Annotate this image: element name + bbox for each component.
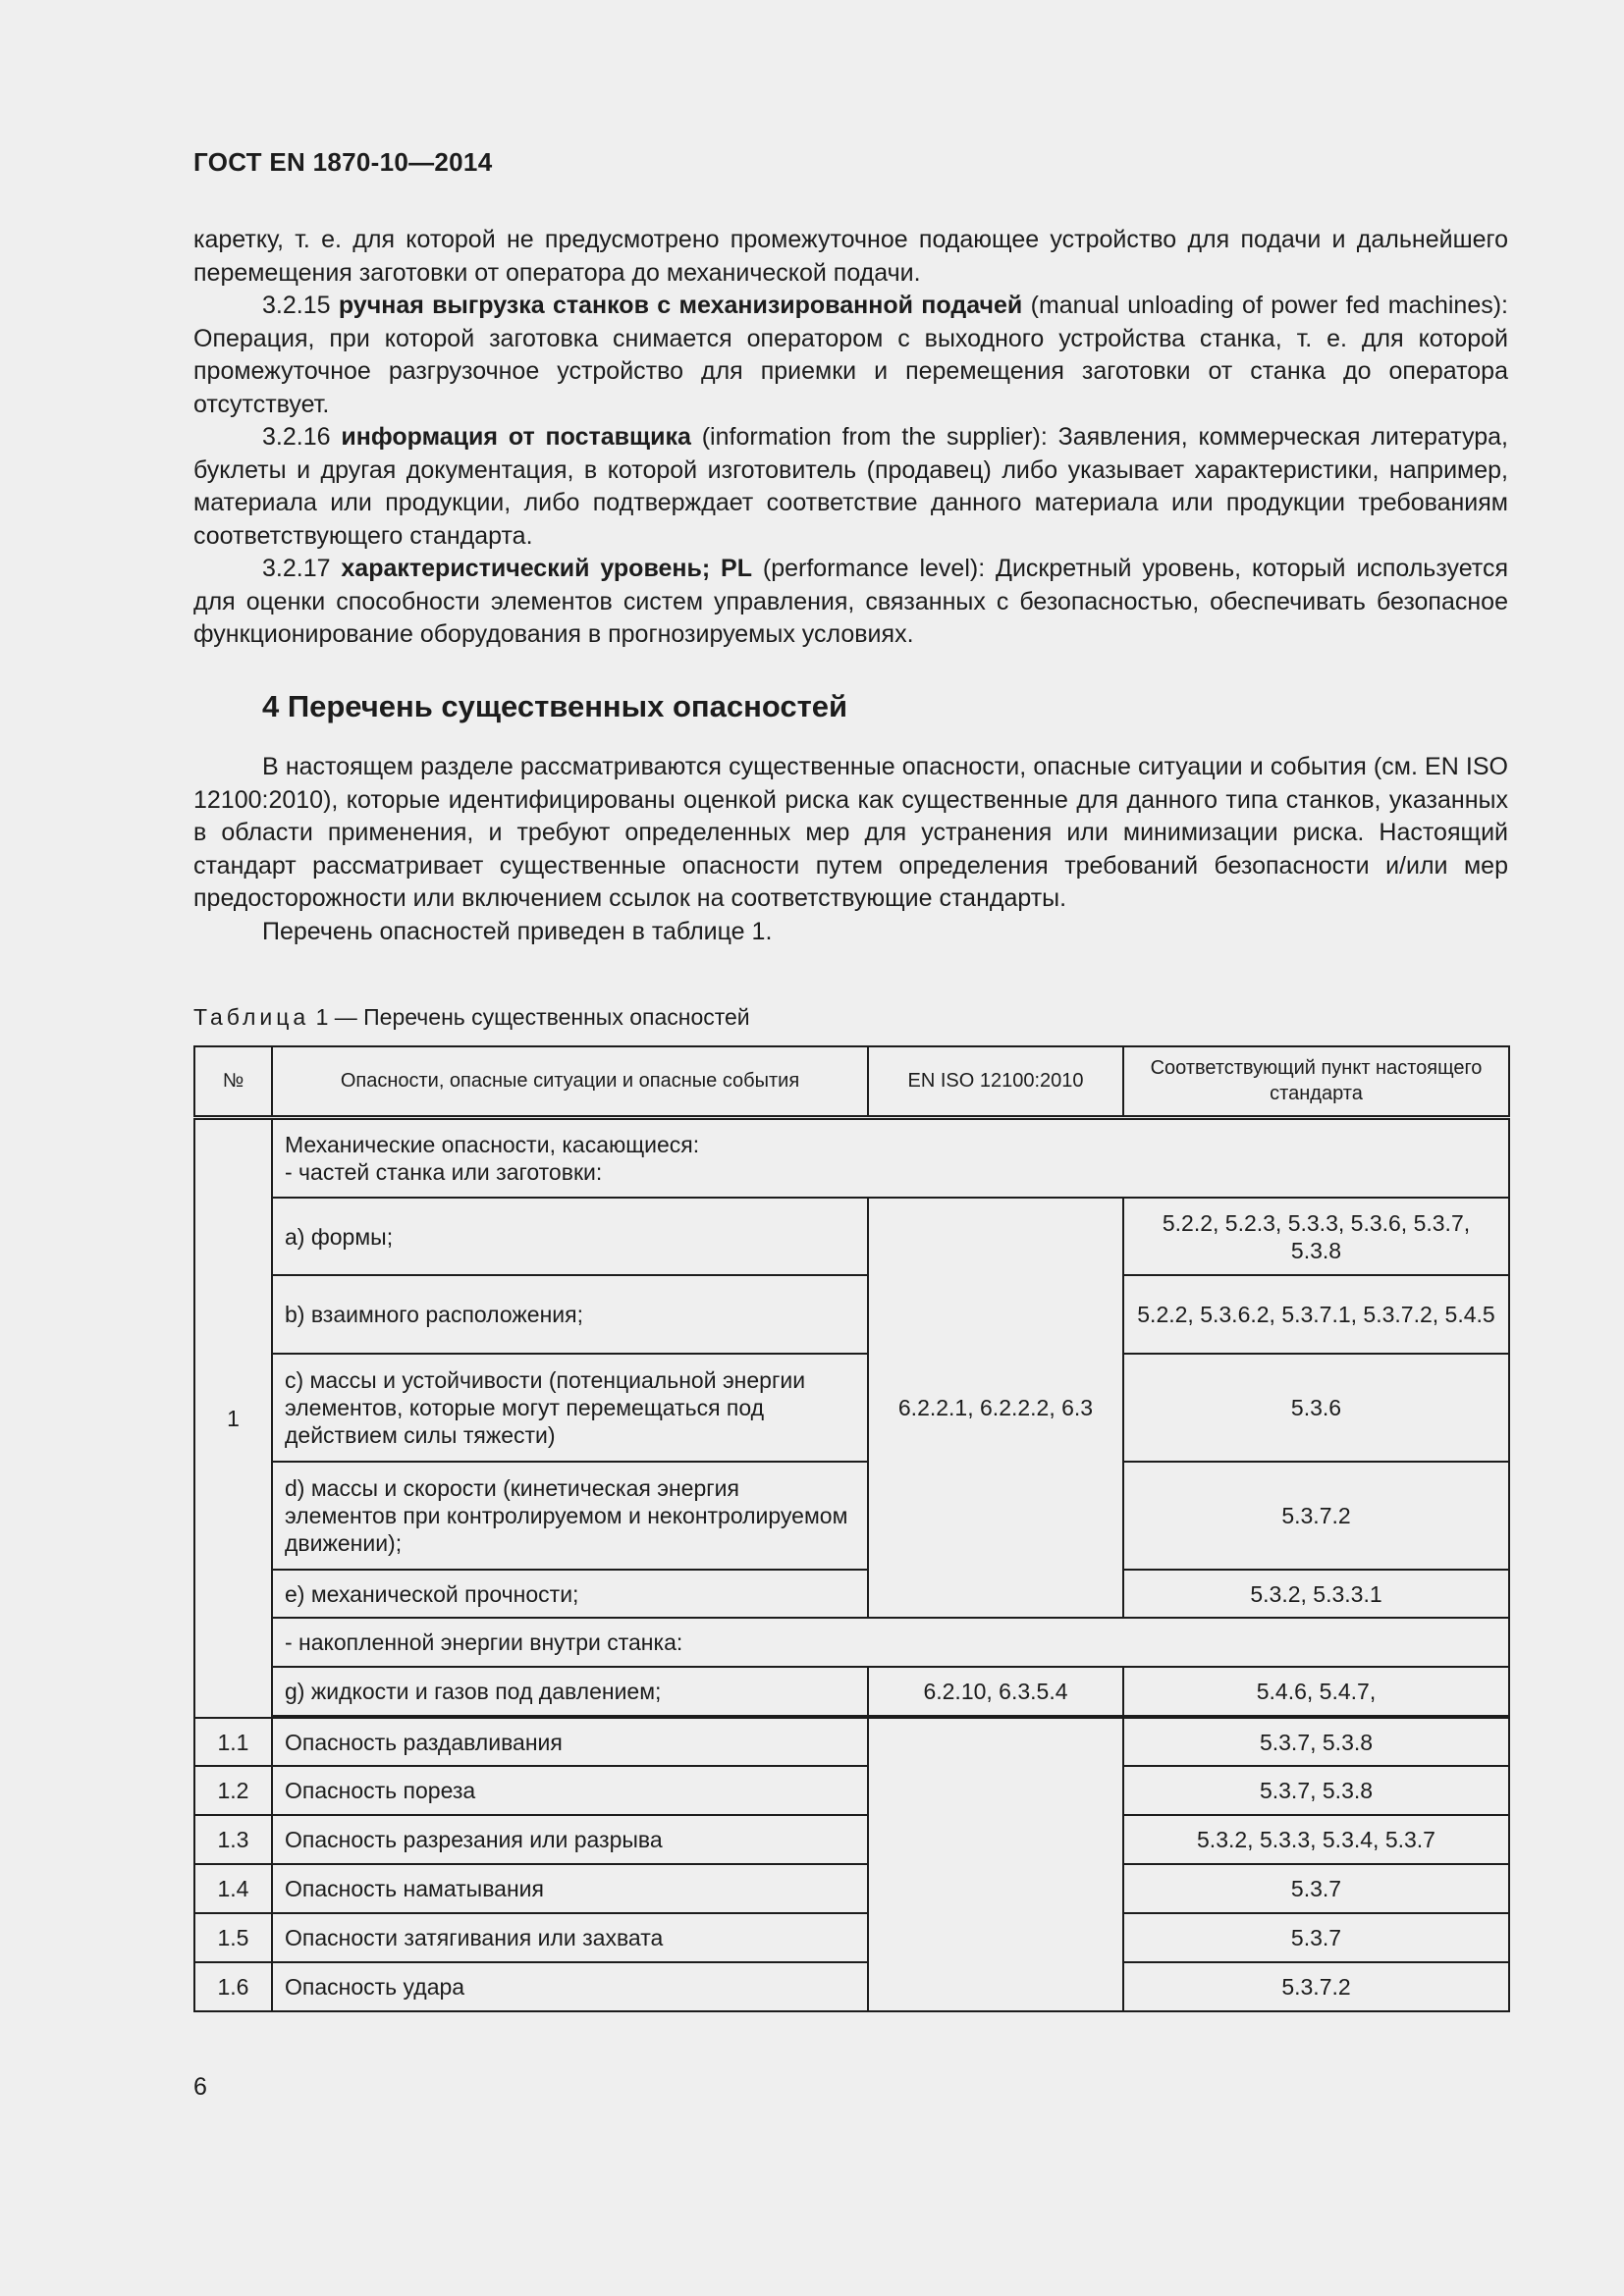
hazard-text: Опасности затягивания или захвата [272,1913,868,1962]
clause-reference: 5.3.6 [1123,1354,1509,1462]
row-number: 1.2 [194,1766,272,1815]
clause-reference: 5.3.7.2 [1123,1962,1509,2011]
definition-text: (performance level): Дискретный уровень, который используется для оценки способности элементов систем управления, связанных с безопасностью, обеспечивать безопасное функционирование оборудования в прогнозируемых условиях. [193,555,1509,648]
section-paragraph: В настоящем разделе рассматриваются существенные опасности, опасные ситуации и события (см. EN ISO 12100:2010), которые идентифицированы оценкой риска как существенные для данного типа станков, указанных в области применения, и требуют определенных мер для устранения или минимизации риска. Настоящий стандарт рассматривает существенные опасности путем определения требований безопасности и/или мер предосторожности или включением ссылок на соответствующие стандарты. [193,753,1508,912]
hazard-text: Опасность раздавливания [272,1718,868,1766]
iso-reference: 6.2.2.1, 6.2.2.2, 6.3 [868,1198,1123,1618]
table-row [194,1462,1509,1570]
table-caption [193,1004,750,1031]
iso-reference-empty [868,1718,1123,2011]
clause-number: 3.2.15 [262,292,331,319]
definition-text: (manual unloading of power fed machines): Операция, при которой заготовка снимается оператором с выходного устройства станка, т. е. для которой промежуточное разгрузочное устройство для приемки и перемещения заготовки от станка до оператора отсутствует. [193,292,1508,418]
table-row [194,1198,1509,1275]
definitions-block [193,224,1508,652]
table-row [194,1117,1509,1198]
clause-reference: 5.3.2, 5.3.3.1 [1123,1570,1509,1618]
hazard-text: g) жидкости и газов под давлением; [272,1667,868,1716]
clause-reference: 5.3.7 [1123,1864,1509,1913]
definition-term: характеристический уровень; PL [341,555,753,582]
definition-3-2-16 [193,421,1508,553]
clause-reference: 5.3.7, 5.3.8 [1123,1766,1509,1815]
clause-reference: 5.2.2, 5.3.6.2, 5.3.7.1, 5.3.7.2, 5.4.5 [1123,1275,1509,1354]
document-header: ГОСТ EN 1870-10—2014 [193,147,493,177]
row-number: 1.5 [194,1913,272,1962]
table-row [194,1864,1509,1913]
hazard-text: a) формы; [272,1198,868,1275]
section-body [193,751,1508,948]
clause-reference: 5.3.2, 5.3.3, 5.3.4, 5.3.7 [1123,1815,1509,1864]
clause-reference: 5.2.2, 5.2.3, 5.3.3, 5.3.6, 5.3.7, 5.3.8 [1123,1198,1509,1275]
clause-reference: 5.3.7, 5.3.8 [1123,1718,1509,1766]
hazard-text: b) взаимного расположения; [272,1275,868,1354]
clause-reference: 5.3.7 [1123,1913,1509,1962]
row-number: 1 [194,1117,272,1718]
group-intro: Механические опасности, касающиеся: - частей станка или заготовки: [272,1117,1509,1198]
section-paragraph: Перечень опасностей приведен в таблице 1. [262,917,773,945]
table-row [194,1766,1509,1815]
section-heading: 4 Перечень существенных опасностей [262,689,848,723]
hazard-text: Опасность наматывания [272,1864,868,1913]
table-caption-label: Таблица [193,1004,310,1030]
definition-term: информация от поставщика [341,423,691,451]
column-header-number: № [194,1046,272,1117]
table-row [194,1570,1509,1618]
iso-reference: 6.2.10, 6.3.5.4 [868,1667,1123,1716]
table-caption-title: 1 — Перечень существенных опасностей [309,1004,750,1030]
row-number: 1.6 [194,1962,272,2011]
hazard-text: Опасность удара [272,1962,868,2011]
hazard-text: e) механической прочности; [272,1570,868,1618]
definition-text: (information from the supplier): Заявления, коммерческая литература, буклеты и другая документация, в которой изготовитель (продавец) либо указывает характеристики, например, материала или продукции, либо подтверждает соответствие данного материала или продукции требованиям соответствующего стандарта. [193,423,1509,550]
row-number: 1.4 [194,1864,272,1913]
column-header-clause: Соответствующий пункт настоящего стандарта [1123,1046,1509,1117]
table-row [194,1275,1509,1354]
clause-number: 3.2.17 [262,555,331,582]
table-row [194,1667,1509,1716]
clause-reference: 5.3.7.2 [1123,1462,1509,1570]
hazard-text: c) массы и устойчивости (потенциальной энергии элементов, которые могут перемещаться под действием силы тяжести) [272,1354,868,1462]
column-header-hazard: Опасности, опасные ситуации и опасные события [272,1046,868,1117]
group-sub-intro: - накопленной энергии внутри станка: [272,1618,1509,1667]
paragraph-continuation: каретку, т. е. для которой не предусмотрено промежуточное подающее устройство для подачи и дальнейшего перемещения заготовки от оператора до механической подачи. [193,226,1508,287]
row-number: 1.3 [194,1815,272,1864]
page-number: 6 [193,2073,207,2101]
definition-term: ручная выгрузка станков с механизированной подачей [338,292,1023,319]
table-row [194,1354,1509,1462]
column-header-iso: EN ISO 12100:2010 [868,1046,1123,1117]
table-header-row [194,1046,1509,1117]
clause-number: 3.2.16 [262,423,331,451]
hazard-text: d) массы и скорости (кинетическая энергия элементов при контролируемом и неконтролируемом движении); [272,1462,868,1570]
hazard-text: Опасность пореза [272,1766,868,1815]
definition-3-2-15 [193,290,1508,421]
table-row [194,1618,1509,1667]
table-row [194,1718,1509,1766]
definition-3-2-17 [193,553,1508,652]
clause-reference: 5.4.6, 5.4.7, [1123,1667,1509,1716]
hazards-table-wrapper [193,1045,1510,2012]
hazards-table [193,1045,1510,2012]
hazard-text: Опасность разрезания или разрыва [272,1815,868,1864]
table-row [194,1815,1509,1864]
table-row [194,1913,1509,1962]
table-row [194,1962,1509,2011]
row-number: 1.1 [194,1718,272,1766]
